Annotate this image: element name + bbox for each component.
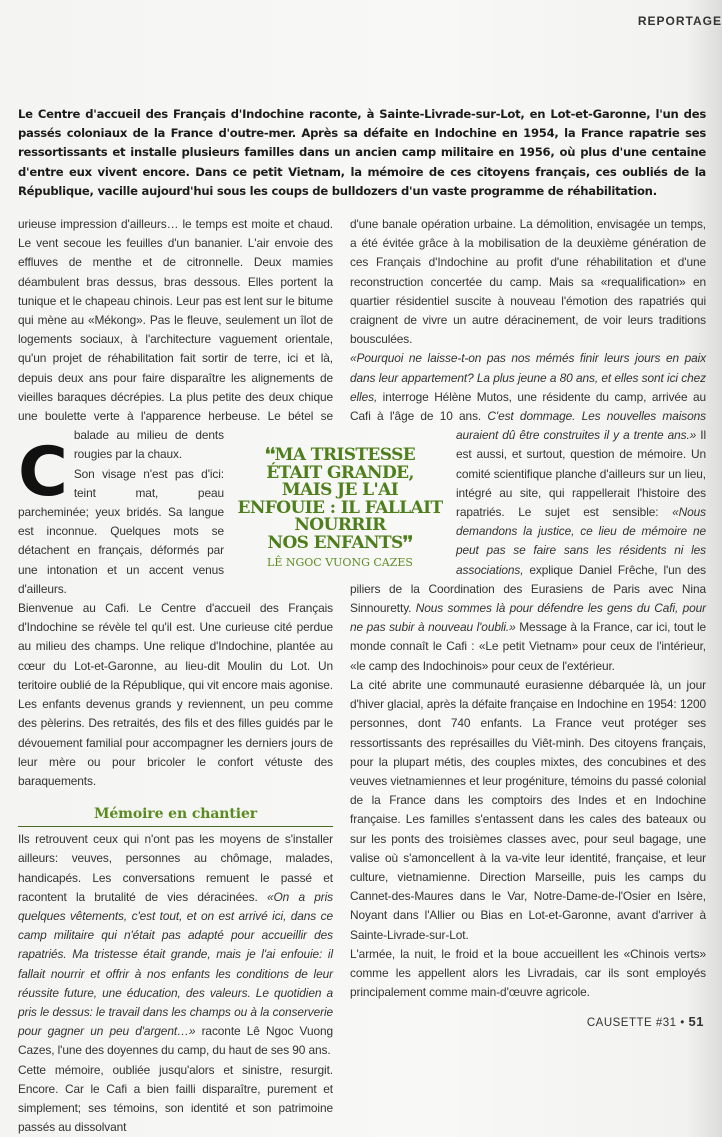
- paragraph-text: Paris avec Nina Sinnouretty.: [350, 581, 706, 616]
- right-column: [350, 215, 706, 1002]
- quoted-text: maisons auraient dû être construites il y a trente ans.»: [456, 409, 706, 443]
- pull-quote-line: NOS ENFANTS❜❜: [267, 532, 413, 553]
- pull-quote-line: ENFOUIE : IL FALLAIT: [237, 497, 443, 518]
- drop-cap: C: [18, 433, 68, 513]
- close-quote-icon: ❜❜: [402, 532, 413, 553]
- paragraph-text: interroge Hélène Mutos, une résidente du camp, arrivée au Cafi à l'âge de 10 ans.: [350, 389, 706, 424]
- paragraph-text: Message à la France, car ici, tout le monde connaît le Cafi : «Le petit Vietnam» pour ceux de l'intérieur, «le camp des Indochinois» pour ceux de l'extérieur.: [350, 620, 706, 673]
- article-columns: [18, 215, 706, 1137]
- page-number: 51: [688, 1014, 704, 1030]
- left-column: [18, 215, 333, 1137]
- paragraph-text: Bienvenue au Cafi. Le Centre d'accueil des Français d'Indochine se révèle tel qu'il est. Une curieuse cité perdue au milieu des champs. Une relique d'Indochine,: [18, 601, 333, 654]
- section-rubric: REPORTAGE: [637, 14, 722, 28]
- quoted-text: «Nous demandons la justice, ce lieu de mémoire ne peut pas se faire sans les résidents ni les associations,: [456, 505, 706, 577]
- left-paragraph-4: [18, 830, 333, 1060]
- paragraph-text: Ils retrouvent ceux qui n'ont pas les moyens de s'installer ailleurs: veuves, personnes au chômage, malades, handicapés. Les conversations remuent le passé et racontent la brutalité de vies déracinées.: [18, 832, 333, 904]
- right-paragraph-3: La cité abrite une communauté eurasienne débarquée là, un jour d'hiver glacial, après la défaite française en Indochine en 1954: 1200 personnes, dont 740 enfants. La France veut protéger ses ressortissants des représailles du Viêt-minh. Des citoyens français, pour la plupart métis, des couples mixtes, des concubines et des veuves vietnamiennes et leur progéniture, témoins du passé colonial de la France dans les comptoirs des Indes et en Indochine française. Les familles s'entassent dans les cales des bateaux ou sur les ponts des troisièmes classes avec, pour seul bagage, une valise où s'amoncellent à la va-vite leur identité, française, et leur culture, vietnamienne. Direction Marseille, puis les camps du Cannet-des-Maures dans le Var, Notre-Dame-de-l'Osier en Isère, Noyant dans l'Allier ou Bias en Lot-et-Garonne, avant d'arriver à Sainte-Livrade-sur-Lot.: [350, 677, 706, 942]
- pull-quote-line: ❛❛MA TRISTESSE: [264, 445, 416, 466]
- pull-quote: [232, 447, 448, 571]
- page-footer: [587, 1014, 704, 1029]
- article-intro: Le Centre d'accueil des Français d'Indochine raconte, à Sainte-Livrade-sur-Lot, en Lot-et-Garonne, l'un des passés coloniaux de la France d'outre-mer. Après sa défaite en Indochine en 1954, la France rapatrie ses ressortissants et installe plusieurs familles dans un ancien camp militaire en 1956, où plus d'une centaine d'entre eux vivent encore. Dans ce petit Vietnam, la mémoire de ces citoyens français, ces oubliés de la République, vacille aujourd'hui sous les coups de bulldozers d'un vaste programme de réhabilitation.: [18, 107, 706, 198]
- paragraph-text: urieuse impression d'ailleurs… le temps est moite et chaud. Le vent secoue les feuilles d'un bananier. L'air envoie des effluves de menthe et de citronnelle. Deux mamies déambulent bras dessus, bras dessous. Elles portent la tunique et le chapeau chinois. Leur pas est lent sur le bitume qui mène au «Mékong». Pas le fleuve, seulement un îlot de logements sociaux, à l'architecture vaguement orientale, qu'un projet de réhabilitation fait sortir de terre, ici et là, depuis deux ans pour faire disparaître les alignements de vieilles baraques décrépies. La plus petite des deux chique une boulette verte à l'apparence herbeuse. Le bétel se balade au milieu de dents rougies par la chaux.: [18, 217, 333, 462]
- footer-separator: •: [680, 1017, 685, 1030]
- paragraph-text: Il est aussi, et surtout, question de mémoire. Un comité scientifique planche d'ailleurs sur un lieu, intégré au site, qui rappellerait l'histoire des rapatriés. Le sujet est sensible:: [456, 428, 706, 520]
- magazine-issue: CAUSETTE #31: [586, 1017, 677, 1030]
- quoted-text: C'est dommage. Les nouvelles: [487, 409, 657, 424]
- quoted-text: «Pourquoi ne laisse-t-on pas nos mémés finir leurs jours en paix dans leur appartement? La plus jeune a 80 ans, et elles sont ici chez elles,: [350, 351, 706, 404]
- paragraph-text: plantée au cœur du Lot-et-Garonne, au lieu-dit Moulin du Lot. Un teritoire oublié de la République, qui vit encore mais agonise. Les enfants devenus grands y reviennent, un peu comme des pèlerins. Des retraités, des fils et des filles guidés par le dévouement familial pour accompagner les derniers jours de leur mère ou pour bricoler le confort vétuste des baraquements.: [18, 639, 333, 788]
- right-paragraph-4: L'armée, la nuit, le froid et la boue accueillent les «Chinois verts» comme les appellent alors les Livradais, car ils sont employés principalement comme main-d'œuvre agricole.: [350, 946, 706, 1000]
- left-paragraph-1: [18, 215, 333, 513]
- pull-quote-line: NOURRIR: [294, 515, 386, 536]
- quoted-text: «On a pris quelques vêtements, c'est tout, et on est arrivé ici, dans ce camp militaire qui n'était pas adapté pour accueillir des rapatriés. Ma tristesse était grande, mais je l'ai enfouie: il fallait nourrir et offrir à nos enfants les conditions de leur réussite future, une éducation, des valeurs. Le quotidien a pris le dessus: le travail dans les champs ou à la conserverie pour gagner un peu d'argent…»: [18, 889, 333, 1039]
- pull-quote-line: MAIS JE L'AI: [281, 480, 399, 501]
- right-paragraph-1: d'une banale opération urbaine. La démolition, envisagée un temps, a été évitée grâce à la mobilisation de la deuxième génération de ces Français d'Indochine au profit d'une réhabilitation et d'une reconstruction concertée du camp. Mais sa «requalification» en quartier résidentiel suscite à nouveau l'émotion des rapatriés qui craignent de vivre un autre déracinement, de voir leurs traditions bousculées.: [350, 217, 706, 347]
- left-paragraph-5: Cette mémoire, oubliée jusqu'alors et sinistre, resurgit. Encore. Car le Cafi a bien failli disparaître, purement et simplement; ses témoins, son identité et son patrimoine passés au dissolvant: [18, 1062, 333, 1135]
- section-heading: Mémoire en chantier: [18, 805, 333, 827]
- left-paragraph-2: Son visage n'est pas d'ici: teint mat, peau parcheminée; yeux bridés. Sa langue est inconnue. Quelques mots se détachent en français, déformés par une intonation et un accent venus d'ailleurs.: [18, 466, 224, 596]
- left-paragraph-3: [18, 599, 333, 791]
- paragraph-text: raconte Lê Ngoc Vuong Cazes, l'une des doyennes du camp, du haut de ses 90 ans.: [18, 1024, 333, 1058]
- paragraph-text: explique Daniel Frêche, l'un des piliers de la Coordination des Eurasiens de: [350, 562, 706, 596]
- open-quote-icon: ❛❛: [264, 445, 275, 466]
- paragraph-part: [350, 351, 706, 423]
- pull-quote-line: ÉTAIT GRANDE,: [266, 462, 414, 483]
- pull-quote-attribution: LÊ NGOC VUONG CAZES: [267, 555, 413, 569]
- quoted-text: Nous sommes là pour défendre les gens du Cafi, pour ne pas subir à nouveau l'oubli.»: [350, 601, 706, 635]
